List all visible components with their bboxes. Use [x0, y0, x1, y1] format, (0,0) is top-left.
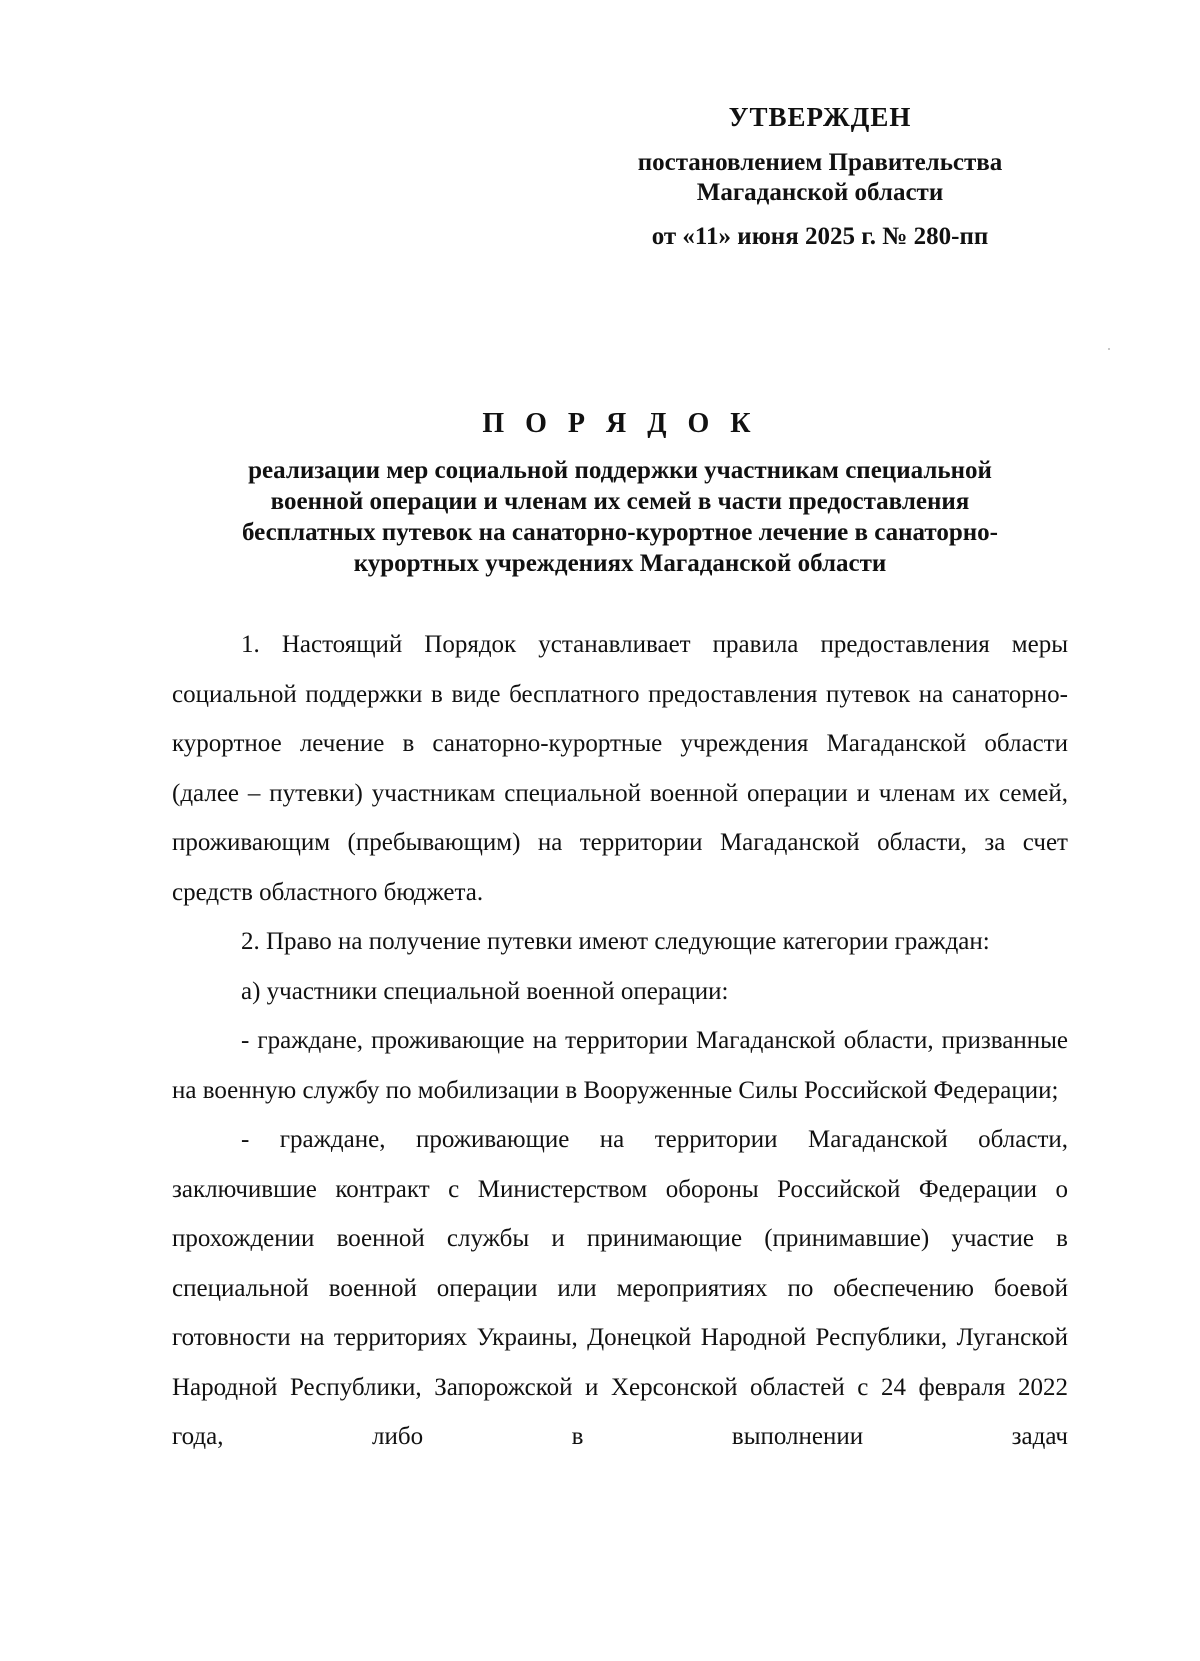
paragraph-2: 2. Право на получение путевки имеют следующие категории граждан: [241, 928, 990, 955]
document-subtitle [170, 455, 1070, 579]
scan-speck [1108, 348, 1110, 350]
title-block [170, 408, 1070, 579]
subtitle-line: курортных учреждениях Магаданской области [353, 550, 887, 577]
paragraph-4: - граждане, проживающие на территории Магаданской области, призванные на военную службу по мобилизации в Вооруженные Силы Российской Федерации; [172, 1027, 1068, 1104]
approval-title: УТВЕРЖДЕН [728, 102, 912, 132]
approval-line-2: Магаданской области [696, 179, 944, 206]
approval-block [600, 102, 1040, 252]
subtitle-line: бесплатных путевок на санаторно-курортное лечение в санаторно- [242, 519, 998, 546]
approval-line-1: постановлением Правительства [637, 149, 1003, 176]
approval-date: от «11» июня 2025 г. № 280-пп [651, 223, 989, 250]
paragraph-1: 1. Настоящий Порядок устанавливает правила предоставления меры социальной поддержки в виде бесплатного предоставления путевок на санаторно-курортное лечение в санаторно-курортные учреждения Магаданской области (далее – путевки) участникам специальной военной операции и членам их семей, проживающим (пребывающим) на территории Магаданской области, за счет средств областного бюджета. [172, 631, 1068, 906]
body-text [172, 620, 1068, 1462]
paragraph-3: а) участники специальной военной операции: [241, 977, 729, 1005]
paragraph-5: - граждане, проживающие на территории Магаданской области, заключившие контракт с Министерством обороны Российской Федерации о прохождении военной службы и принимающие (принимавшие) участие в специальной военной операции или мероприятиях по обеспечению боевой готовности на территориях Украины, Донецкой Народной Республики, Луганской Народной Республики, Запорожской и Херсонской областей с 24 февраля 2022 года, либо в выполнении задач [172, 1126, 1068, 1450]
subtitle-line: реализации мер социальной поддержки участникам специальной [248, 457, 992, 484]
document-title: П О Р Я Д О К [482, 408, 758, 439]
subtitle-line: военной операции и членам их семей в части предоставления [270, 488, 970, 515]
